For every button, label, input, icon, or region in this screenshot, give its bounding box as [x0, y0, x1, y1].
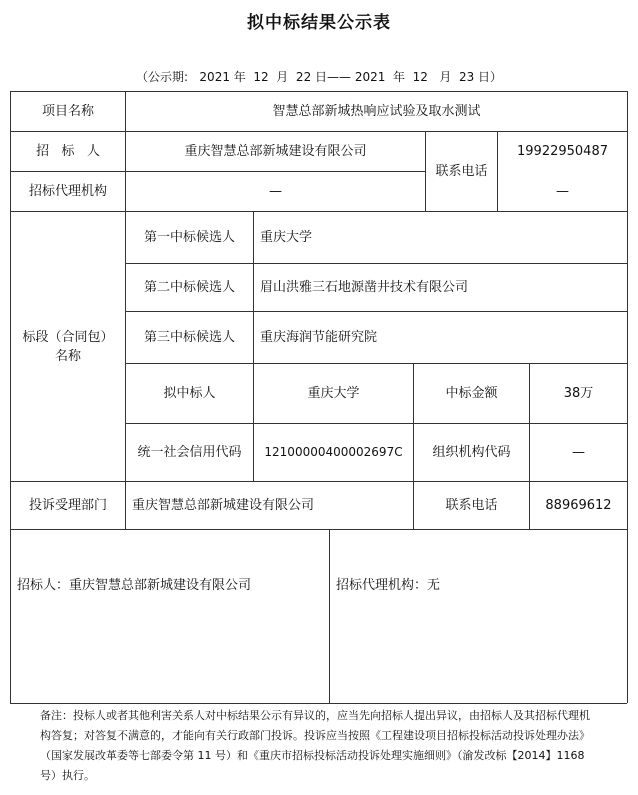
agency-phone: —: [556, 184, 569, 199]
agency-label: 招标代理机构: [28, 184, 107, 199]
winner-label: 拟中标人: [163, 386, 216, 401]
candidate-3-value: 重庆海润节能研究院: [260, 330, 378, 345]
candidate-1-value: 重庆大学: [260, 230, 313, 245]
tenderer-value: 重庆智慧总部新城建设有限公司: [184, 144, 367, 159]
tenderer-phone-label: 联系电话: [435, 164, 488, 179]
tenderer-label: 招 标 人: [36, 144, 100, 159]
candidate-2-value: 眉山洪雅三石地源凿井技术有限公司: [260, 280, 469, 295]
agency-value: —: [269, 184, 282, 199]
remarks-note: 备注：投标人或者其他利害关系人对中标结果公示有异议的，应当先向招标人提出异议，由招标人及其招标代理机构答复；对答复不满意的，才能向有关行政部门投诉。投诉应当按照《工程建设项目招标投标活动投诉处理办法》（国家发展改革委等七部委令第 11 号）和《重庆市招标投标活动投诉处理实施细则》（渝发改标【2014】1168 号）执行。: [40, 709, 590, 782]
section-label: 标段（合同包） 名称: [22, 329, 114, 364]
amount-value: 38万: [563, 386, 594, 401]
credit-code-value: 12100000400002697C: [264, 445, 403, 459]
candidate-2-label: 第二中标候选人: [143, 280, 235, 295]
page-title: 拟中标结果公示表: [247, 13, 391, 33]
signature-agency: 招标代理机构：无: [336, 577, 441, 593]
candidate-3-label: 第三中标候选人: [143, 330, 235, 345]
winner-value: 重庆大学: [307, 386, 360, 401]
complaint-phone-label: 联系电话: [445, 498, 498, 513]
project-name-value: 智慧总部新城热响应试验及取水测试: [272, 104, 481, 119]
publicity-period: （公示期: 2021 年 12 月 22 日—— 2021 年 12 月 23 日）: [135, 70, 503, 84]
org-code-label: 组织机构代码: [432, 445, 511, 460]
complaint-value: 重庆智慧总部新城建设有限公司: [132, 498, 315, 513]
credit-code-label: 统一社会信用代码: [137, 445, 242, 460]
candidate-1-label: 第一中标候选人: [143, 230, 235, 245]
complaint-label: 投诉受理部门: [28, 498, 107, 513]
tenderer-phone: 19922950487: [517, 144, 608, 159]
project-name-label: 项目名称: [41, 104, 94, 119]
amount-label: 中标金额: [445, 386, 498, 401]
signature-tenderer: 招标人：重庆智慧总部新城建设有限公司: [17, 577, 252, 593]
org-code-value: —: [572, 445, 585, 460]
complaint-phone: 88969612: [545, 498, 612, 513]
